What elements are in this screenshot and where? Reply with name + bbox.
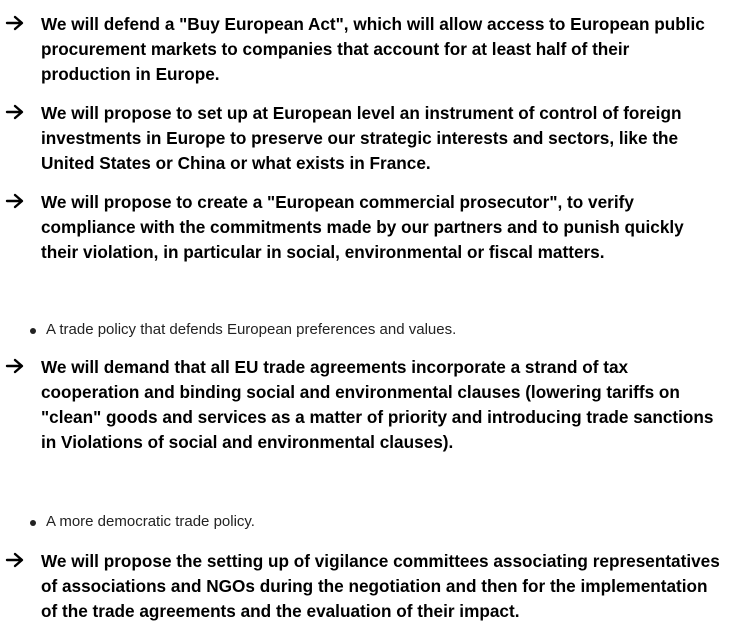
bullet-list-item <box>0 512 732 534</box>
arrow-right-icon <box>5 192 25 210</box>
arrow-item-text: We will defend a "Buy European Act", which will allow access to European public procurement markets to companies that account for at least half of their production in Europe. <box>41 14 705 84</box>
bullet-dot-icon <box>30 520 36 526</box>
arrow-item-text: We will propose to create a "European commercial prosecutor", to verify compliance with the commitments made by our partners and to punish quickly their violation, in particular in social, environmental or fiscal matters. <box>41 192 684 262</box>
arrow-item-text: We will propose the setting up of vigilance committees associating representatives of associations and NGOs during the negotiation and then for the implementation of the trade agreements and the evaluation of their impact. <box>41 551 720 621</box>
arrow-right-icon <box>5 103 25 121</box>
arrow-item-text: We will propose to set up at European level an instrument of control of foreign investments in Europe to preserve our strategic interests and sectors, like the United States or China or what exists in France. <box>41 103 682 173</box>
bullet-item-text: A more democratic trade policy. <box>46 513 255 530</box>
arrow-item-text: We will demand that all EU trade agreements incorporate a strand of tax cooperation and binding social and environmental clauses (lowering tariffs on "clean" goods and services as a matter of priority and introducing trade sanctions in Violations of social and environmental clauses). <box>41 357 714 452</box>
bullet-dot-icon <box>30 328 36 334</box>
arrow-right-icon <box>5 551 25 569</box>
arrow-right-icon <box>5 14 25 32</box>
bullet-item-text: A trade policy that defends European preferences and values. <box>46 321 457 338</box>
bullet-list-item <box>0 320 732 342</box>
arrow-right-icon <box>5 357 25 375</box>
